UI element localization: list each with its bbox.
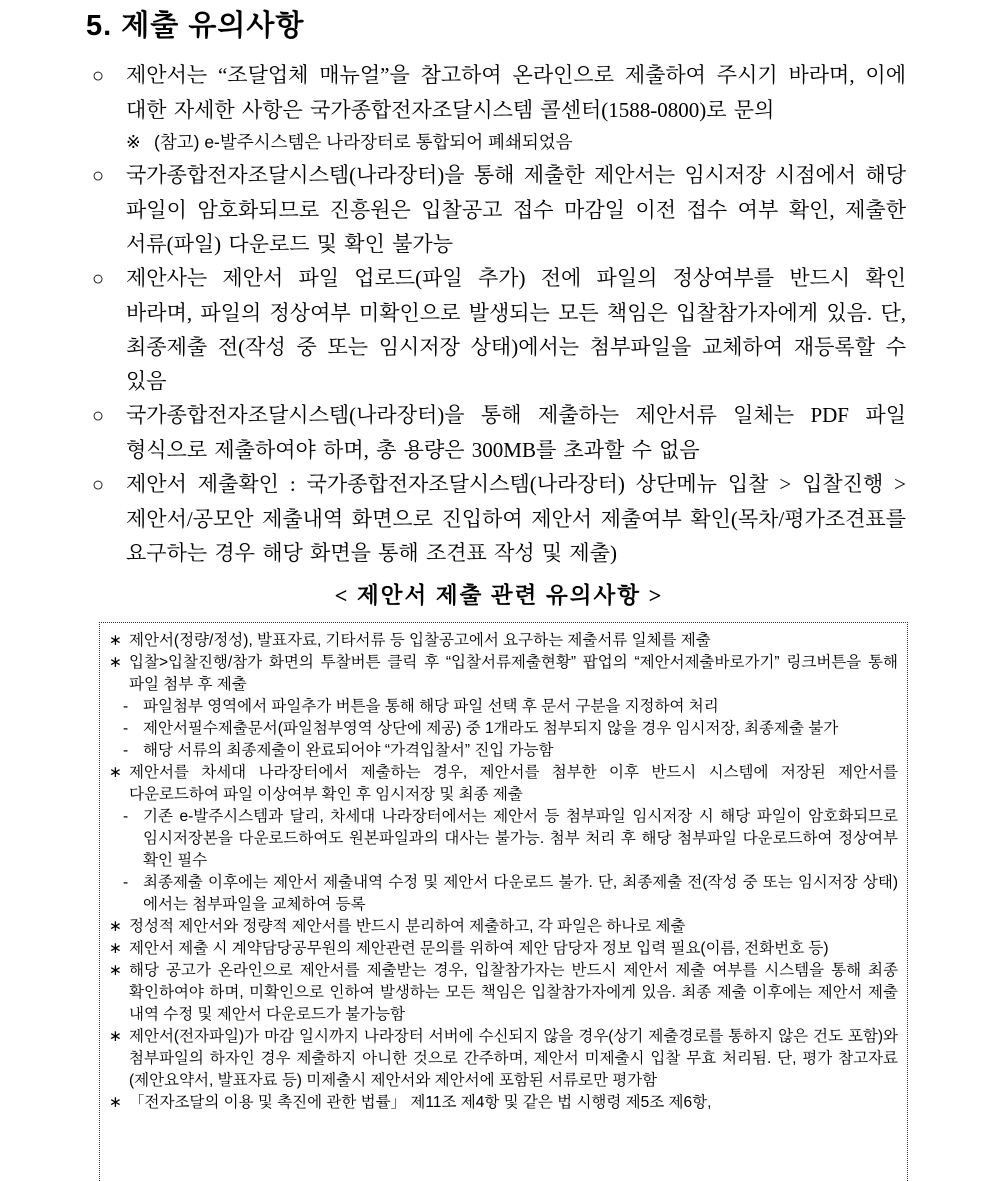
bullet-item <box>92 467 906 570</box>
notice-item-text: 정성적 제안서와 정량적 제안서를 반드시 분리하여 제출하고, 각 파일은 하나로 제출 <box>129 918 686 935</box>
notice-item-text: 해당 서류의 최종제출이 완료되어야 “가격입찰서” 진입 가능함 <box>143 742 554 759</box>
bullet-item <box>92 58 906 127</box>
asterisk-bullet-icon: ∗ <box>109 1028 122 1045</box>
dash-bullet-icon: - <box>123 874 129 891</box>
notice-item <box>109 630 898 652</box>
notice-item-text: 제안서를 차세대 나라장터에서 제출하는 경우, 제안서를 첨부한 이후 반드시 시스템에 저장된 제안서를 다운로드하여 파일 이상여부 확인 후 임시저장 및 최종 제출 <box>129 764 898 803</box>
asterisk-bullet-icon: ∗ <box>109 764 122 781</box>
dash-bullet-icon: - <box>123 698 129 715</box>
notice-item <box>109 762 898 806</box>
notice-item <box>109 916 898 938</box>
notice-item-text: 제안서 제출 시 계약담당공무원의 제안관련 문의를 위하여 제안 담당자 정보 입력 필요(이름, 전화번호 등) <box>129 940 829 957</box>
notice-subitem <box>109 740 898 762</box>
reference-note <box>92 128 906 156</box>
asterisk-bullet-icon: ∗ <box>109 632 122 649</box>
bullet-text: 제안사는 제안서 파일 업로드(파일 추가) 전에 파일의 정상여부를 반드시 확인 바라며, 파일의 정상여부 미확인으로 발생되는 모든 책임은 입찰참가자에게 있음. 단, 최종제출 전(작성 중 또는 임시저장 상태)에서는 첨부파일을 교체하여 재등록할 수 있음 <box>126 266 906 393</box>
notice-subitem <box>109 806 898 872</box>
notice-item-text: 제안서(전자파일)가 마감 일시까지 나라장터 서버에 수신되지 않을 경우(상기 제출경로를 통하지 않은 건도 포함)와 첨부파일의 하자인 경우 제출하지 아니한 것으로 간주하며, 제안서 미제출시 입찰 무효 처리됨. 단, 평가 참고자료(제안요약서, 발표자료 등) 미제출시 제안서와 제안서에 포함된 서류로만 평가함 <box>129 1028 898 1089</box>
dash-bullet-icon: - <box>123 720 129 737</box>
notice-subitem <box>109 696 898 718</box>
notice-subitem <box>109 718 898 740</box>
bullet-list <box>92 58 906 570</box>
notice-item-text: 입찰>입찰진행/참가 화면의 투찰버튼 클릭 후 “입찰서류제출현황” 팝업의 “제안서제출바로가기” 링크버튼을 통해 파일 첨부 후 제출 <box>129 654 898 693</box>
dash-bullet-icon: - <box>123 808 129 825</box>
notice-section-heading: < 제안서 제출 관련 유의사항 > <box>334 583 664 608</box>
asterisk-bullet-icon: ∗ <box>109 1094 122 1111</box>
circle-bullet-icon: ○ <box>92 268 105 290</box>
notice-item <box>109 960 898 1026</box>
asterisk-bullet-icon: ∗ <box>109 962 122 979</box>
bullet-item <box>92 158 906 261</box>
bullet-text: 국가종합전자조달시스템(나라장터)을 통해 제출하는 제안서류 일체는 PDF 파일 형식으로 제출하여야 하며, 총 용량은 300MB를 초과할 수 없음 <box>126 403 906 462</box>
notice-box <box>99 622 908 1181</box>
bullet-item <box>92 261 906 398</box>
asterisk-bullet-icon: ∗ <box>109 654 122 671</box>
bullet-text: 제안서는 “조달업체 매뉴얼”을 참고하여 온라인으로 제출하여 주시기 바라며, 이에 대한 자세한 사항은 국가종합전자조달시스템 콜센터(1588-0800)로 문의 <box>126 63 906 122</box>
page-title: 5. 제출 유의사항 <box>86 10 305 42</box>
dash-bullet-icon: - <box>123 742 129 759</box>
circle-bullet-icon: ○ <box>92 474 105 496</box>
circle-bullet-icon: ○ <box>92 405 105 427</box>
document-page <box>0 8 992 1181</box>
notice-subitem <box>109 872 898 916</box>
notice-item <box>109 1092 898 1114</box>
notice-item-text: 제안서(정량/정성), 발표자료, 기타서류 등 입찰공고에서 요구하는 제출서류 일체를 제출 <box>129 632 711 649</box>
notice-item-text: 해당 공고가 온라인으로 제안서를 제출받는 경우, 입찰참가자는 반드시 제안서 제출 여부를 시스템을 통해 최종 확인하여야 하며, 미확인으로 인하여 발생하는 모든 책임은 입찰참가자에게 있음. 최종 제출 이후에는 제안서 제출 내역 수정 및 제안서 다운로드가 불가능함 <box>129 962 898 1023</box>
notice-item-text: 기존 e-발주시스템과 달리, 차세대 나라장터에서는 제안서 등 첨부파일 임시저장 시 해당 파일이 암호화되므로 임시저장본을 다운로드하여도 원본파일과의 대사는 불가능. 첨부 처리 후 해당 첨부파일 다운로드하여 정상여부 확인 필수 <box>143 808 898 869</box>
notice-item <box>109 652 898 696</box>
notice-item-text: 제안서필수제출문서(파일첨부영역 상단에 제공) 중 1개라도 첨부되지 않을 경우 임시저장, 최종제출 불가 <box>143 720 839 737</box>
notice-item-text: 「전자조달의 이용 및 촉진에 관한 법률」 제11조 제4항 및 같은 법 시행령 제5조 제6항, <box>129 1094 712 1111</box>
notice-item <box>109 1026 898 1092</box>
circle-bullet-icon: ○ <box>92 65 105 87</box>
bullet-text: 국가종합전자조달시스템(나라장터)을 통해 제출한 제안서는 임시저장 시점에서 해당 파일이 암호화되므로 진흥원은 입찰공고 접수 마감일 이전 접수 여부 확인, 제출한 서류(파일) 다운로드 및 확인 불가능 <box>126 163 906 256</box>
notice-item-text: 최종제출 이후에는 제안서 제출내역 수정 및 제안서 다운로드 불가. 단, 최종제출 전(작성 중 또는 임시저장 상태)에서는 첨부파일을 교체하여 등록 <box>143 874 898 913</box>
bullet-item <box>92 398 906 467</box>
reference-mark-icon: ※ <box>126 132 141 152</box>
asterisk-bullet-icon: ∗ <box>109 918 122 935</box>
circle-bullet-icon: ○ <box>92 165 105 187</box>
notice-item <box>109 938 898 960</box>
asterisk-bullet-icon: ∗ <box>109 940 122 957</box>
notice-item-text: 파일첨부 영역에서 파일추가 버튼을 통해 해당 파일 선택 후 문서 구분을 지정하여 처리 <box>143 698 719 715</box>
bullet-text: 제안서 제출확인 : 국가종합전자조달시스템(나라장터) 상단메뉴 입찰 > 입찰진행 > 제안서/공모안 제출내역 화면으로 진입하여 제안서 제출여부 확인(목차/평가조견표를 요구하는 경우 해당 화면을 통해 조견표 작성 및 제출) <box>126 472 906 565</box>
reference-note-text: (참고) e-발주시스템은 나라장터로 통합되어 폐쇄되었음 <box>154 132 573 152</box>
